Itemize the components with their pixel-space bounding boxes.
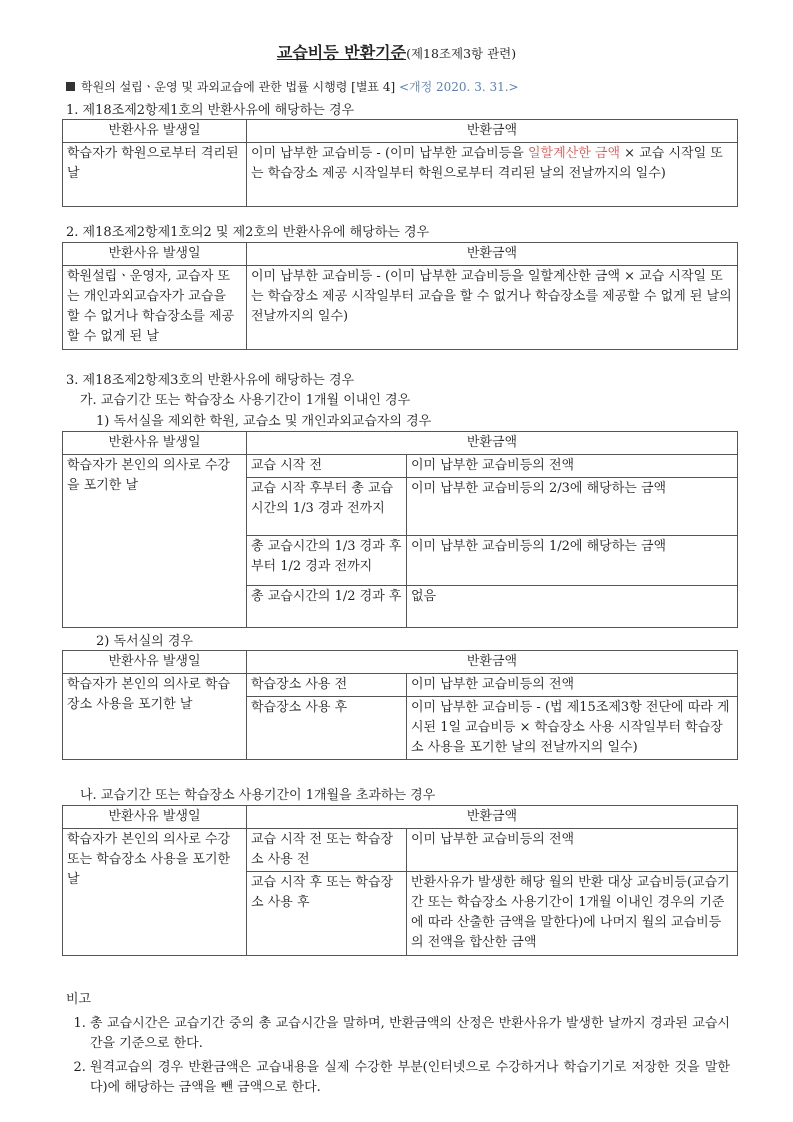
table-row-amount: 이미 납부한 교습비등의 1/2에 해당하는 금액: [407, 536, 738, 586]
table-row-amount: 이미 납부한 교습비등 - (법 제15조제3항 전단에 따라 게시된 1일 교습비등 × 학습장소 사용 시작일부터 학습장소 사용을 포기한 날의 전날까지의 일수): [407, 697, 738, 760]
col-header-amount: 반환금액: [247, 651, 738, 674]
section3a2-date: 학습자가 본인의 의사로 학습장소 사용을 포기한 날: [63, 674, 247, 760]
section3a1-table: [62, 431, 738, 628]
law-reference: [66, 78, 519, 95]
table-row-amount: 이미 납부한 교습비등의 전액: [407, 674, 738, 697]
col-header-date: 반환사유 발생일: [63, 806, 247, 829]
section3b-date: 학습자가 본인의 의사로 수강 또는 학습장소 사용을 포기한 날: [63, 829, 247, 956]
revision-date: <개정 2020. 3. 31.>: [398, 80, 519, 94]
table-row-amount: 이미 납부한 교습비등의 전액: [407, 455, 738, 478]
section3b-table: [62, 805, 738, 956]
section3a-heading: 가. 교습기간 또는 학습장소 사용기간이 1개월 이내인 경우: [80, 393, 411, 408]
section3-heading: 3. 제18조제2항제3호의 반환사유에 해당하는 경우: [66, 373, 355, 388]
section2-amount: 이미 납부한 교습비등 - (이미 납부한 교습비등을 일할계산한 금액 × 교습 시작일 또는 학습장소 제공 시작일부터 교습을 할 수 없거나 학습장소를 제공할 수 없게 된 날의 전날까지의 일수): [247, 266, 738, 350]
section3b-heading: 나. 교습기간 또는 학습장소 사용기간이 1개월을 초과하는 경우: [80, 788, 436, 803]
table-row-period: 교습 시작 후부터 총 교습시간의 1/3 경과 전까지: [247, 478, 407, 536]
table-row-period: 교습 시작 전: [247, 455, 407, 478]
notes: [66, 990, 730, 1102]
section3a1-date: 학습자가 본인의 의사로 수강을 포기한 날: [63, 455, 247, 628]
table-row-period: 교습 시작 전 또는 학습장소 사용 전: [247, 829, 407, 872]
col-header-date: 반환사유 발생일: [63, 432, 247, 455]
table-row-amount: 이미 납부한 교습비등의 2/3에 해당하는 금액: [407, 478, 738, 536]
col-header-amount: 반환금액: [247, 243, 738, 266]
square-bullet-icon: [66, 82, 75, 91]
col-header-amount: 반환금액: [247, 120, 738, 143]
col-header-amount: 반환금액: [247, 432, 738, 455]
col-header-date: 반환사유 발생일: [63, 120, 247, 143]
table-row-period: 학습장소 사용 후: [247, 697, 407, 760]
highlighted-text: 일할계산한 금액: [528, 146, 621, 161]
section3a1-heading: 1) 독서실을 제외한 학원, 교습소 및 개인과외교습자의 경우: [96, 414, 432, 429]
list-item: 1. 총 교습시간은 교습기간 중의 총 교습시간을 말하며, 반환금액의 산정은 반환사유가 발생한 날까지 경과된 교습시간을 기준으로 한다.: [90, 1014, 730, 1054]
law-reference-text: 학원의 설립ㆍ운영 및 과외교습에 관한 법률 시행령 [별표 4]: [81, 80, 396, 94]
col-header-date: 반환사유 발생일: [63, 651, 247, 674]
section1-amount: [247, 143, 738, 207]
section3a2-heading: 2) 독서실의 경우: [96, 634, 193, 649]
section2-heading: 2. 제18조제2항제1호의2 및 제2호의 반환사유에 해당하는 경우: [66, 225, 430, 240]
section1-heading: 1. 제18조제2항제1호의 반환사유에 해당하는 경우: [66, 103, 355, 118]
table-row-period: 총 교습시간의 1/2 경과 후: [247, 586, 407, 628]
table-row-period: 교습 시작 후 또는 학습장소 사용 후: [247, 872, 407, 956]
table-row-period: 총 교습시간의 1/3 경과 후부터 1/2 경과 전까지: [247, 536, 407, 586]
section2-date: 학원설립ㆍ운영자, 교습자 또는 개인과외교습자가 교습을 할 수 없거나 학습장소를 제공할 수 없게 된 날: [63, 266, 247, 350]
title-main: 교습비등 반환기준: [276, 43, 407, 62]
section2-table: [62, 242, 738, 350]
section1-amount-pre: 이미 납부한 교습비등 - (이미 납부한 교습비등을: [251, 146, 528, 161]
table-row-amount: 이미 납부한 교습비등의 전액: [407, 829, 738, 872]
table-row-amount: 반환사유가 발생한 해당 월의 반환 대상 교습비등(교습기간 또는 학습장소 사용기간이 1개월 이내인 경우의 기준에 따라 산출한 금액을 말한다)에 나머지 월의 교습비등의 전액을 합산한 금액: [407, 872, 738, 956]
notes-list: [66, 1014, 730, 1098]
table-row-period: 학습장소 사용 전: [247, 674, 407, 697]
page-title: [0, 40, 793, 63]
section3a2-table: [62, 650, 738, 760]
col-header-amount: 반환금액: [247, 806, 738, 829]
section1-amount-post: × 교습 시작일 또는 학습장소 제공 시작일부터 학원으로부터 격리된 날의 전날까지의 일수): [251, 146, 723, 181]
section1-table: [62, 119, 738, 207]
table-row-amount: 없음: [407, 586, 738, 628]
section1-date: 학습자가 학원으로부터 격리된 날: [63, 143, 247, 207]
notes-title: 비고: [66, 992, 92, 1007]
title-sub: (제18조제3항 관련): [406, 46, 517, 61]
list-item: 2. 원격교습의 경우 반환금액은 교습내용을 실제 수강한 부분(인터넷으로 수강하거나 학습기기로 저장한 것을 말한다)에 해당하는 금액을 뺀 금액으로 한다.: [90, 1058, 730, 1098]
col-header-date: 반환사유 발생일: [63, 243, 247, 266]
